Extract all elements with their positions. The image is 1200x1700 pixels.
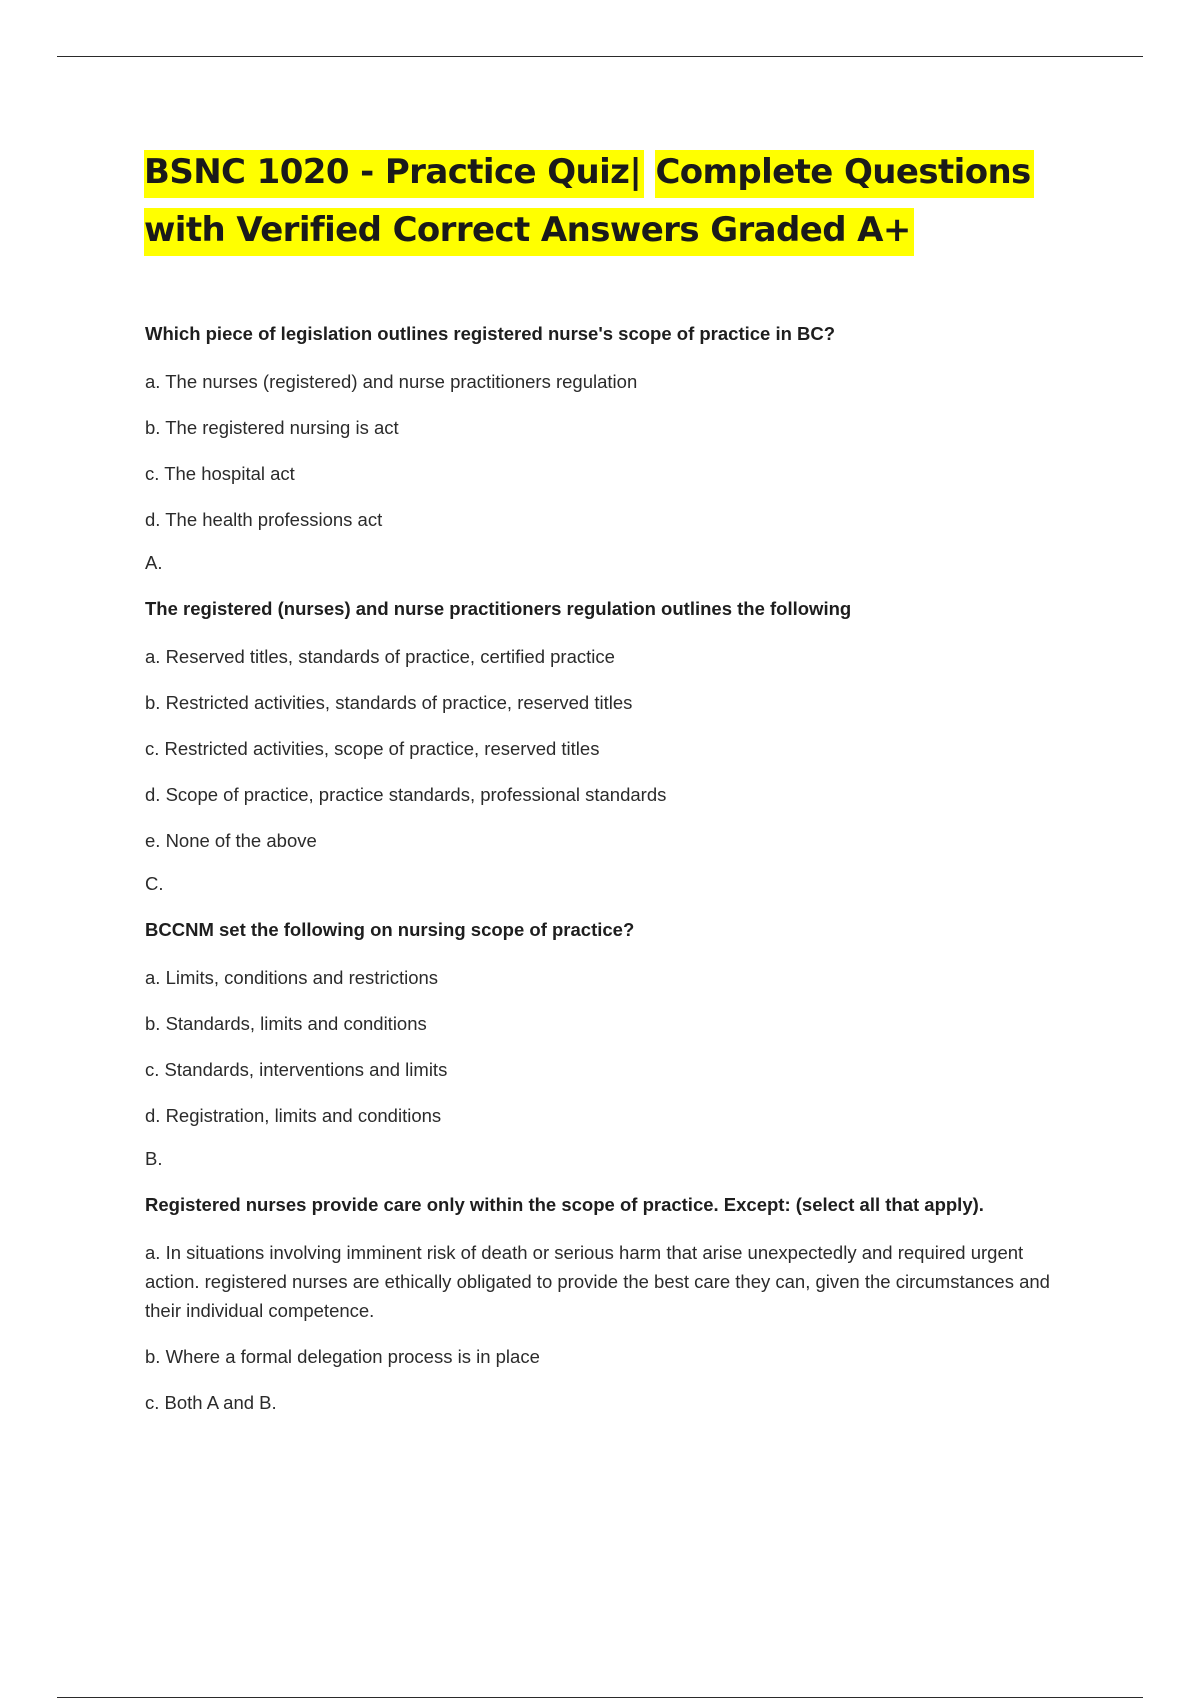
question-block — [145, 918, 1065, 1171]
answer-option: d. Scope of practice, practice standards, professional standards — [145, 784, 667, 805]
answer-option: c. Both A and B. — [145, 1392, 277, 1413]
bottom-rule — [57, 1697, 1143, 1698]
question-block — [145, 1193, 1065, 1417]
correct-answer: A. — [145, 552, 163, 573]
question-block — [145, 322, 1065, 575]
answer-option: b. Where a formal delegation process is in place — [145, 1346, 540, 1367]
answer-option: c. Restricted activities, scope of practice, reserved titles — [145, 738, 600, 759]
question-text: BCCNM set the following on nursing scope of practice? — [145, 919, 635, 940]
top-rule — [57, 56, 1143, 57]
answer-option: b. Restricted activities, standards of practice, reserved titles — [145, 692, 633, 713]
answer-option: a. In situations involving imminent risk of death or serious harm that arise unexpectedly and required urgent action. registered nurses are ethically obligated to provide the best care they can, given the circumstances and their individual competence. — [145, 1242, 1050, 1321]
answer-option: a. Limits, conditions and restrictions — [145, 967, 439, 988]
answer-option: b. The registered nursing is act — [145, 417, 399, 438]
answer-option: e. None of the above — [145, 830, 317, 851]
answer-option: c. Standards, interventions and limits — [145, 1059, 448, 1080]
correct-answer: C. — [145, 873, 164, 894]
answer-option: a. Reserved titles, standards of practice, certified practice — [145, 646, 615, 667]
answer-option: d. The health professions act — [145, 509, 383, 530]
answer-option: a. The nurses (registered) and nurse practitioners regulation — [145, 371, 638, 392]
answer-option: b. Standards, limits and conditions — [145, 1013, 427, 1034]
document-title — [144, 143, 1084, 259]
answer-option: d. Registration, limits and conditions — [145, 1105, 442, 1126]
answer-option: c. The hospital act — [145, 463, 295, 484]
question-block — [145, 597, 1065, 896]
quiz-content — [145, 322, 1065, 1434]
correct-answer: B. — [145, 1148, 163, 1169]
document-title-highlight-2: Complete Questions with Verified Correct Answers Graded A+ — [144, 150, 1034, 256]
question-text: Registered nurses provide care only within the scope of practice. Except: (select all that apply). — [145, 1194, 984, 1215]
question-text: The registered (nurses) and nurse practitioners regulation outlines the following — [145, 598, 852, 619]
question-text: Which piece of legislation outlines registered nurse's scope of practice in BC? — [145, 323, 836, 344]
document-title-highlight-1: BSNC 1020 - Practice Quiz| — [144, 150, 644, 198]
